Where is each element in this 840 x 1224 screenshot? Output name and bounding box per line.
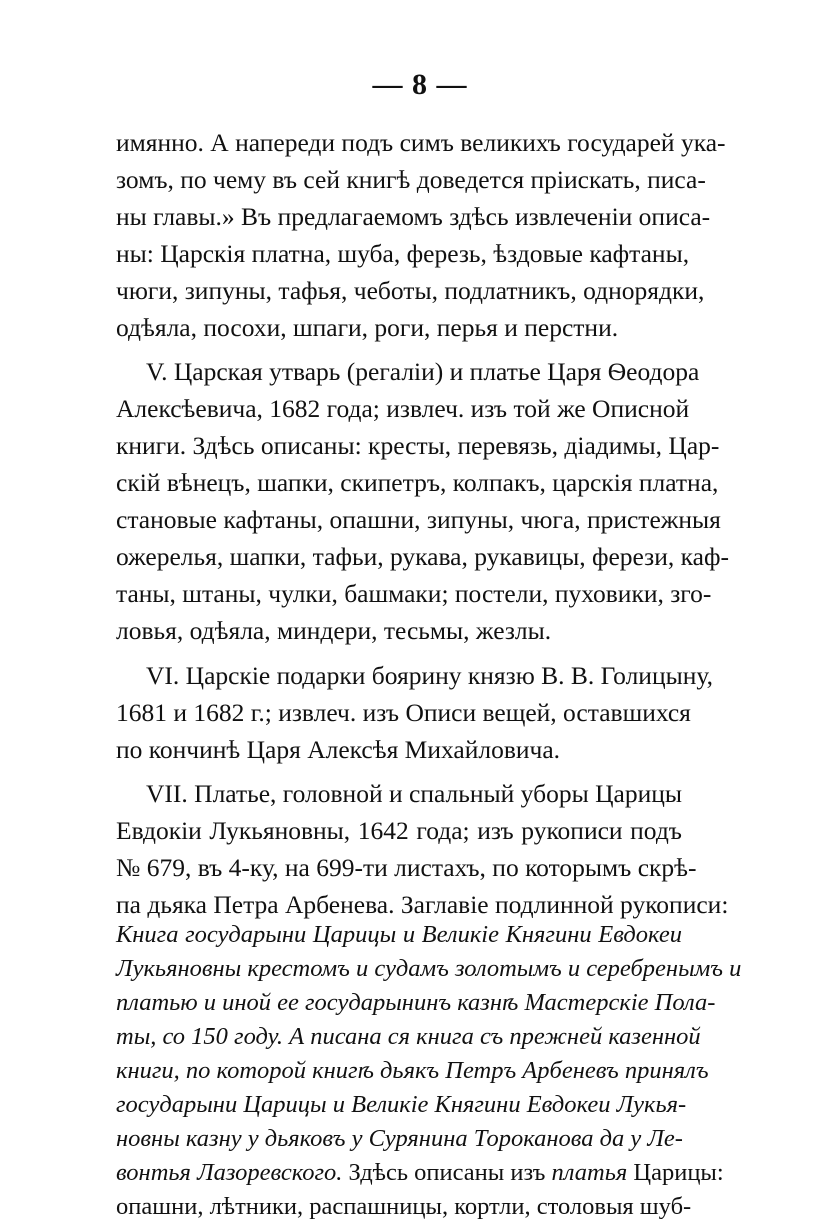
text-line: имянно. А напереди подъ симъ великихъ государей ука- bbox=[116, 128, 726, 157]
text-line: Алексѣевича, 1682 года; извлеч. изъ той же Описной bbox=[116, 394, 690, 423]
italic-text-line: книги, по которой книгѣ дьякъ Петръ Арбеневъ принялъ bbox=[116, 1057, 709, 1084]
italic-text-span: вонтья Лазоревского. bbox=[116, 1159, 343, 1186]
text-line: скій вѣнецъ, шапки, скипетръ, колпакъ, царскія платна, bbox=[116, 468, 719, 497]
text-line: Евдокіи Лукьяновны, 1642 года; изъ рукописи подъ bbox=[116, 816, 682, 845]
text-line: по кончинѣ Царя Алексѣя Михайловича. bbox=[116, 735, 561, 764]
text-line: опашни, лѣтники, распашницы, кортли, столовыя шуб- bbox=[116, 1193, 692, 1220]
paragraph-start-line: VI. Царскіе подарки боярину князю В. В. Голицыну, bbox=[146, 661, 713, 690]
roman-text-span: Царицы: bbox=[627, 1159, 724, 1186]
text-line: ловья, одѣяла, миндери, тесьмы, жезлы. bbox=[116, 616, 552, 645]
mixed-style-text-line bbox=[116, 1156, 724, 1190]
text-line: чюги, зипуны, тафья, чеботы, подлатникъ, однорядки, bbox=[116, 276, 705, 305]
text-line: па дьяка Петра Арбенева. Заглавіе подлинной рукописи: bbox=[116, 890, 729, 919]
text-line: становые кафтаны, опашни, зипуны, чюга, пристежныя bbox=[116, 505, 721, 534]
italic-text-line: новны казну у дьяковъ у Сурянина Тороканова да у Ле- bbox=[116, 1125, 683, 1152]
roman-text-span: Здѣсь описаны изъ bbox=[342, 1159, 552, 1186]
paragraph-start-line: V. Царская утварь (регаліи) и платье Царя Ѳеодора bbox=[146, 357, 700, 386]
italic-text-line: государыни Царицы и Великіе Княгини Евдокеи Лукья- bbox=[116, 1091, 687, 1118]
text-line: ны: Царскія платна, шуба, ферезь, ѣздовые кафтаны, bbox=[116, 239, 690, 268]
text-line: зомъ, по чему въ сей книгѣ доведется пріискать, писа- bbox=[116, 165, 706, 194]
page-number: — 8 — bbox=[372, 68, 468, 101]
text-line: одѣяла, посохи, шпаги, роги, перья и перстни. bbox=[116, 313, 619, 342]
text-line: ожерелья, шапки, тафьи, рукава, рукавицы, ферези, каф- bbox=[116, 542, 729, 571]
text-line: № 679, въ 4-ку, на 699-ти листахъ, по которымъ скрѣ- bbox=[116, 853, 697, 882]
italic-text-line: ты, со 150 году. А писана ся книга съ прежней казенной bbox=[116, 1023, 701, 1050]
italic-text-span: платья bbox=[551, 1159, 628, 1186]
text-line: 1681 и 1682 г.; извлеч. изъ Описи вещей, оставшихся bbox=[116, 698, 691, 727]
text-line: таны, штаны, чулки, башмаки; постели, пуховики, зго- bbox=[116, 579, 712, 608]
italic-text-line: платью и иной ее государынинъ казнѣ Мастерскіе Пола- bbox=[116, 989, 716, 1016]
text-line: ны главы.» Въ предлагаемомъ здѣсь извлеченіи описа- bbox=[116, 202, 711, 231]
italic-text-line: Лукьяновны крестомъ и судамъ золотымъ и серебренымъ и bbox=[116, 955, 742, 982]
text-line: книги. Здѣсь описаны: кресты, перевязь, діадимы, Цар- bbox=[116, 431, 720, 460]
paragraph-start-line: VII. Платье, головной и спальный уборы Царицы bbox=[146, 779, 682, 808]
italic-text-line: Книга государыни Царицы и Великіе Княгини Евдокеи bbox=[116, 921, 682, 948]
